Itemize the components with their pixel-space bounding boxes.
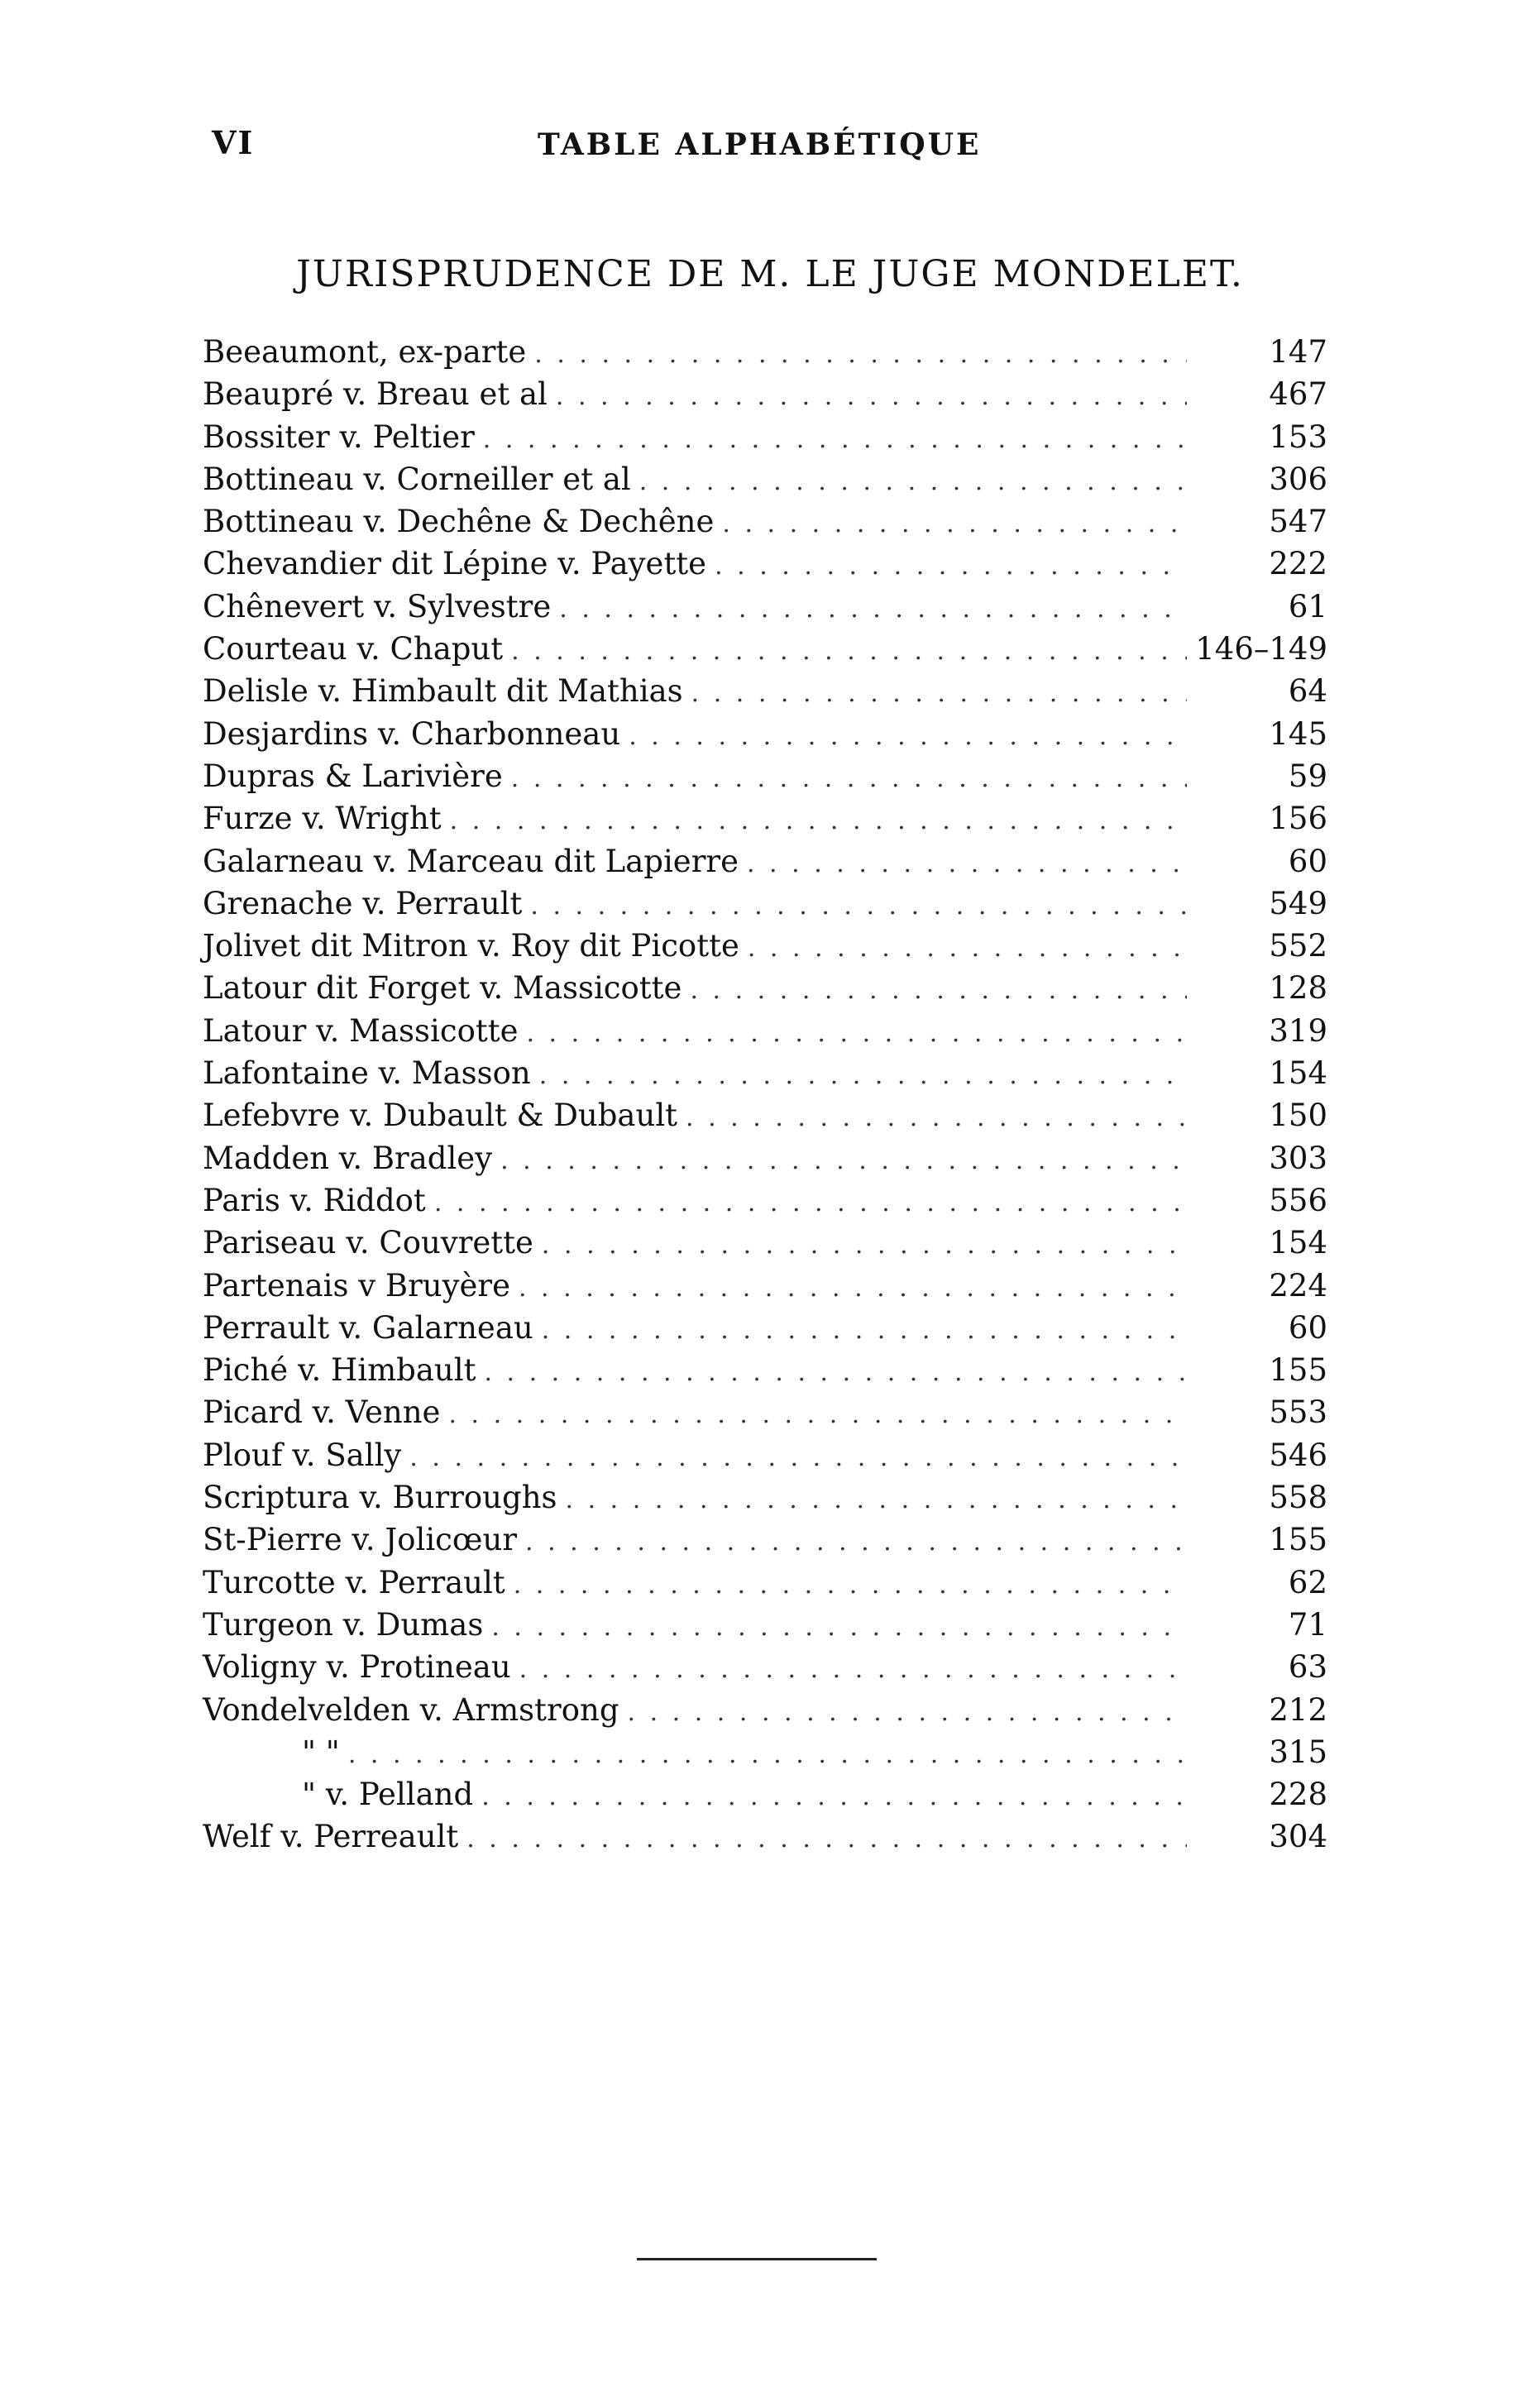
index-entry [203,1222,1327,1264]
entry-page: 553 [1269,1394,1327,1431]
entry-page: 315 [1269,1734,1327,1770]
index-entry [203,1349,1327,1391]
entry-name: Paris v. Riddot [203,1182,426,1218]
index-entry [203,331,1327,373]
dot-leader [715,545,1187,587]
index-list [203,331,1327,1858]
index-entry [203,925,1327,967]
entry-page: 155 [1269,1352,1327,1389]
page-number: VI [212,124,255,161]
index-entry [203,1265,1327,1307]
entry-page: 546 [1269,1437,1327,1473]
entry-name: Picard v. Venne [203,1394,441,1431]
dot-leader [500,1140,1187,1182]
dot-leader [629,715,1187,758]
entry-page: 306 [1269,461,1327,497]
index-entry [203,1689,1327,1731]
entry-page: 556 [1269,1182,1327,1218]
entry-name: Madden v. Bradley [203,1140,493,1176]
index-entry [203,1646,1327,1688]
entry-page: 64 [1288,673,1327,710]
entry-name: Dupras & Larivière [203,758,503,794]
dot-leader [448,1394,1187,1436]
entry-page: 60 [1288,1309,1327,1346]
entry-page: 547 [1269,504,1327,540]
index-entry [203,670,1327,712]
entry-name: Beeaumont, ex-parte [203,334,527,370]
entry-name: Beaupré v. Breau et al [203,376,548,413]
entry-name: Piché v. Himbault [203,1352,476,1389]
entry-name: Chênevert v. Sylvestre [203,588,552,624]
dot-leader [747,843,1187,885]
dot-leader [556,375,1187,418]
dot-leader [686,1097,1187,1139]
dot-leader [628,1691,1187,1734]
entry-name: Chevandier dit Lépine v. Payette [203,546,707,582]
entry-page: 155 [1269,1522,1327,1558]
index-entry [203,797,1327,839]
dot-leader [639,461,1187,503]
index-entry [203,755,1327,797]
dot-leader [514,1564,1187,1606]
index-entry [203,1052,1327,1094]
dot-leader [722,503,1187,545]
entry-name: Latour v. Massicotte [203,1012,519,1049]
entry-page: 222 [1269,546,1327,582]
dot-leader [409,1437,1187,1479]
entry-page: 303 [1269,1140,1327,1176]
index-entry [203,1519,1327,1561]
dot-leader [559,588,1187,630]
entry-page: 147 [1269,334,1327,370]
entry-page: 304 [1269,1819,1327,1855]
entry-name: Perrault v. Galarneau [203,1309,533,1346]
entry-name: Welf v. Perreault [203,1819,459,1855]
dot-leader [491,1606,1187,1648]
entry-page: 62 [1288,1564,1327,1600]
entry-page: 319 [1269,1012,1327,1049]
index-entry [203,1815,1327,1858]
entry-name: Courteau v. Chaput [203,631,504,667]
dot-leader [690,969,1187,1012]
entry-page: 63 [1288,1649,1327,1686]
entry-page: 154 [1269,1225,1327,1261]
entry-name: Pariseau v. Couvrette [203,1225,533,1261]
index-entry [203,1604,1327,1646]
dot-leader [483,419,1187,461]
entry-page: 154 [1269,1055,1327,1092]
entry-page: 467 [1269,376,1327,413]
index-entry [203,882,1327,925]
index-entry [203,840,1327,882]
dot-leader [539,1055,1187,1097]
dot-leader [534,333,1187,375]
entry-name: Jolivet dit Mitron v. Roy dit Picotte [203,928,739,964]
entry-name: " " [302,1734,340,1770]
index-entry [203,713,1327,755]
entry-name: Bottineau v. Corneiller et al [203,461,631,497]
entry-name: Turcotte v. Perrault [203,1564,505,1600]
entry-page: 153 [1269,419,1327,455]
index-entry [203,1094,1327,1136]
dot-leader [691,672,1187,715]
page-header [0,124,1540,174]
dot-leader [542,1224,1187,1266]
entry-page: 150 [1269,1098,1327,1134]
entry-name: Desjardins v. Charbonneau [203,715,621,752]
dot-leader [748,927,1187,969]
entry-page: 549 [1269,885,1327,921]
footer-rule [637,2258,877,2260]
dot-leader [525,1521,1187,1563]
dot-leader [542,1309,1187,1351]
entry-page: 60 [1288,843,1327,879]
index-entry [203,628,1327,670]
entry-page: 212 [1269,1691,1327,1728]
index-entry [203,1010,1327,1052]
index-entry [203,1391,1327,1433]
dot-leader [450,800,1187,842]
dot-leader [348,1734,1187,1776]
entry-page: 71 [1288,1606,1327,1643]
entry-name: Bossiter v. Peltier [203,419,475,455]
section-title: JURISPRUDENCE DE M. LE JUGE MONDELET. [296,253,1244,295]
entry-page: 156 [1269,801,1327,837]
entry-name: Lafontaine v. Masson [203,1055,531,1092]
index-entry [203,1773,1327,1815]
entry-page: 145 [1269,715,1327,752]
entry-name: Delisle v. Himbault dit Mathias [203,673,683,710]
dot-leader [511,630,1187,672]
entry-name: Latour dit Forget v. Massicotte [203,970,682,1007]
index-entry [203,1476,1327,1519]
entry-page: 128 [1269,970,1327,1007]
index-entry [203,543,1327,585]
entry-name: Plouf v. Sally [203,1437,402,1473]
index-entry [203,416,1327,458]
index-entry [203,500,1327,543]
index-entry [203,1731,1327,1773]
dot-leader [511,758,1187,800]
index-entry [203,586,1327,628]
dot-leader [434,1182,1187,1224]
entry-name: Turgeon v. Dumas [203,1606,484,1643]
entry-page: 224 [1269,1267,1327,1303]
entry-name: Voligny v. Protineau [203,1649,511,1686]
entry-name: " v. Pelland [302,1777,474,1813]
index-entry [203,1137,1327,1179]
dot-leader [519,1648,1187,1691]
entry-page: 552 [1269,928,1327,964]
dot-leader [484,1351,1187,1394]
entry-name: Scriptura v. Burroughs [203,1480,557,1516]
index-entry [203,967,1327,1009]
entry-page: 228 [1269,1777,1327,1813]
entry-name: Lefebvre v. Dubault & Dubault [203,1098,678,1134]
index-entry [203,458,1327,500]
entry-name: Grenache v. Perrault [203,885,523,921]
index-entry [203,1179,1327,1222]
index-entry [203,1434,1327,1476]
entry-name: Vondelvelden v. Armstrong [203,1691,619,1728]
dot-leader [526,1012,1187,1055]
entry-name: Partenais v Bruyère [203,1267,510,1303]
running-title: TABLE ALPHABÉTIQUE [538,127,982,162]
dot-leader [530,885,1187,927]
dot-leader [566,1479,1187,1521]
entry-name: St-Pierre v. Jolicœur [203,1522,518,1558]
index-entry [203,1307,1327,1349]
entry-page: 61 [1288,588,1327,624]
entry-name: Galarneau v. Marceau dit Lapierre [203,843,739,879]
entry-page: 558 [1269,1480,1327,1516]
entry-name: Bottineau v. Dechêne & Dechêne [203,504,715,540]
dot-leader [466,1818,1187,1860]
index-entry [203,373,1327,415]
entry-page: 146–149 [1195,631,1327,667]
entry-name: Furze v. Wright [203,801,442,837]
dot-leader [481,1776,1187,1818]
dot-leader [519,1267,1187,1309]
entry-page: 59 [1288,758,1327,794]
index-entry [203,1562,1327,1604]
